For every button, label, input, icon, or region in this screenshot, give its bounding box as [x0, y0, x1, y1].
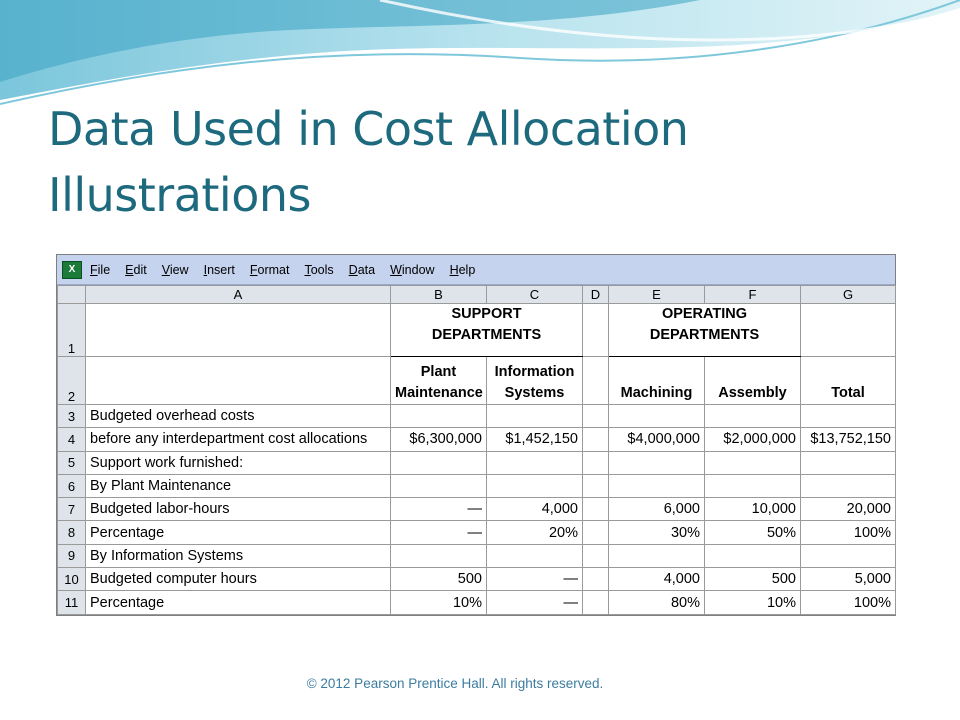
row-header[interactable]: 3 [58, 405, 86, 428]
cell[interactable] [801, 405, 896, 428]
cell[interactable] [487, 544, 583, 567]
cell[interactable] [705, 405, 801, 428]
support-departments-label: SUPPORT DEPARTMENTS [431, 306, 542, 343]
cell-information-systems[interactable]: — [487, 591, 583, 614]
menu-window[interactable]: Window [390, 262, 435, 277]
cell[interactable] [391, 405, 487, 428]
cell-plant-maintenance[interactable]: 500 [391, 568, 487, 591]
menu-data[interactable]: Data [348, 262, 376, 277]
cell[interactable] [86, 304, 391, 357]
row-label[interactable]: Budgeted labor-hours [86, 498, 391, 521]
cell[interactable] [583, 498, 609, 521]
row-header[interactable]: 11 [58, 591, 86, 614]
cell[interactable] [705, 474, 801, 497]
row-label[interactable]: Budgeted overhead costs [86, 405, 391, 428]
cell[interactable] [609, 405, 705, 428]
support-departments-header[interactable] [391, 304, 583, 357]
cell[interactable] [609, 474, 705, 497]
cell-machining[interactable]: 4,000 [609, 568, 705, 591]
machining-header[interactable]: Machining [609, 357, 705, 405]
cell-plant-maintenance[interactable]: 10% [391, 591, 487, 614]
menu-file[interactable]: File [90, 262, 111, 277]
menu-tools[interactable]: Tools [304, 262, 334, 277]
cell[interactable] [801, 451, 896, 474]
cell-information-systems[interactable]: 20% [487, 521, 583, 544]
cell[interactable] [609, 544, 705, 567]
operating-departments-header[interactable] [609, 304, 801, 357]
cell-plant-maintenance[interactable]: $6,300,000 [391, 428, 487, 451]
menu-view[interactable]: View [161, 262, 189, 277]
spreadsheet-screenshot [56, 254, 896, 616]
cell-assembly[interactable]: 500 [705, 568, 801, 591]
column-header-c[interactable]: C [487, 286, 583, 304]
cell-assembly[interactable]: 10,000 [705, 498, 801, 521]
cell[interactable] [86, 357, 391, 405]
column-header-e[interactable]: E [609, 286, 705, 304]
cell[interactable] [583, 544, 609, 567]
cell[interactable] [583, 428, 609, 451]
cell[interactable] [801, 304, 896, 357]
spreadsheet-grid [57, 285, 896, 615]
cell[interactable] [583, 474, 609, 497]
row-label[interactable]: before any interdepartment cost allocations [86, 428, 391, 451]
cell[interactable] [583, 451, 609, 474]
menu-edit[interactable]: Edit [125, 262, 147, 277]
copyright-footer: © 2012 Pearson Prentice Hall. All rights reserved. [306, 676, 604, 691]
cell[interactable] [801, 544, 896, 567]
row-label[interactable]: Support work furnished: [86, 451, 391, 474]
column-header-b[interactable]: B [391, 286, 487, 304]
cell[interactable] [487, 405, 583, 428]
cell-total[interactable]: 100% [801, 591, 896, 614]
cell[interactable] [801, 474, 896, 497]
row-label[interactable]: Percentage [86, 521, 391, 544]
row-label[interactable]: Budgeted computer hours [86, 568, 391, 591]
information-systems-header[interactable]: Information Systems [487, 357, 583, 405]
cell[interactable] [487, 451, 583, 474]
cell[interactable] [609, 451, 705, 474]
cell-information-systems[interactable]: — [487, 568, 583, 591]
row-header[interactable]: 8 [58, 521, 86, 544]
cell[interactable] [487, 474, 583, 497]
menu-help[interactable]: Help [449, 262, 476, 277]
menu-insert[interactable]: Insert [203, 262, 235, 277]
cell-total[interactable]: 100% [801, 521, 896, 544]
cell[interactable] [583, 304, 609, 357]
menu-format[interactable]: Format [249, 262, 290, 277]
cell[interactable] [583, 521, 609, 544]
cell-machining[interactable]: 6,000 [609, 498, 705, 521]
plant-maintenance-header[interactable]: Plant Maintenance [391, 357, 487, 405]
row-header[interactable]: 2 [58, 357, 86, 405]
total-header[interactable]: Total [801, 357, 896, 405]
cell[interactable] [391, 451, 487, 474]
cell-machining[interactable]: 30% [609, 521, 705, 544]
row-header[interactable]: 1 [58, 304, 86, 357]
cell[interactable] [583, 357, 609, 405]
cell-information-systems[interactable]: 4,000 [487, 498, 583, 521]
cell-assembly[interactable]: 50% [705, 521, 801, 544]
slide-title: Data Used in Cost Allocation Illustrations [48, 102, 689, 222]
cell-total[interactable]: 5,000 [801, 568, 896, 591]
operating-departments-label: OPERATING DEPARTMENTS [649, 306, 760, 343]
row-header[interactable]: 6 [58, 474, 86, 497]
row-label[interactable]: By Information Systems [86, 544, 391, 567]
row-header[interactable]: 4 [58, 428, 86, 451]
row-label[interactable]: Percentage [86, 591, 391, 614]
cell[interactable] [705, 451, 801, 474]
menu-bar [57, 255, 895, 285]
row-header[interactable]: 7 [58, 498, 86, 521]
excel-icon[interactable]: X [62, 261, 82, 279]
cell-plant-maintenance[interactable]: — [391, 521, 487, 544]
cell-assembly[interactable]: $2,000,000 [705, 428, 801, 451]
cell[interactable] [391, 544, 487, 567]
row-label[interactable]: By Plant Maintenance [86, 474, 391, 497]
cell-plant-maintenance[interactable]: — [391, 498, 487, 521]
corner-cell[interactable] [58, 286, 86, 304]
cell-total[interactable]: 20,000 [801, 498, 896, 521]
cell[interactable] [583, 405, 609, 428]
cell-machining[interactable]: $4,000,000 [609, 428, 705, 451]
row-header[interactable]: 5 [58, 451, 86, 474]
assembly-header[interactable]: Assembly [705, 357, 801, 405]
column-header-f[interactable]: F [705, 286, 801, 304]
cell-information-systems[interactable]: $1,452,150 [487, 428, 583, 451]
column-header-g[interactable]: G [801, 286, 896, 304]
row-header[interactable]: 10 [58, 568, 86, 591]
cell[interactable] [391, 474, 487, 497]
cell[interactable] [583, 591, 609, 614]
row-header[interactable]: 9 [58, 544, 86, 567]
column-header-a[interactable]: A [86, 286, 391, 304]
cell-machining[interactable]: 80% [609, 591, 705, 614]
cell-assembly[interactable]: 10% [705, 591, 801, 614]
column-header-d[interactable]: D [583, 286, 609, 304]
cell[interactable] [583, 568, 609, 591]
cell[interactable] [705, 544, 801, 567]
cell-total[interactable]: $13,752,150 [801, 428, 896, 451]
